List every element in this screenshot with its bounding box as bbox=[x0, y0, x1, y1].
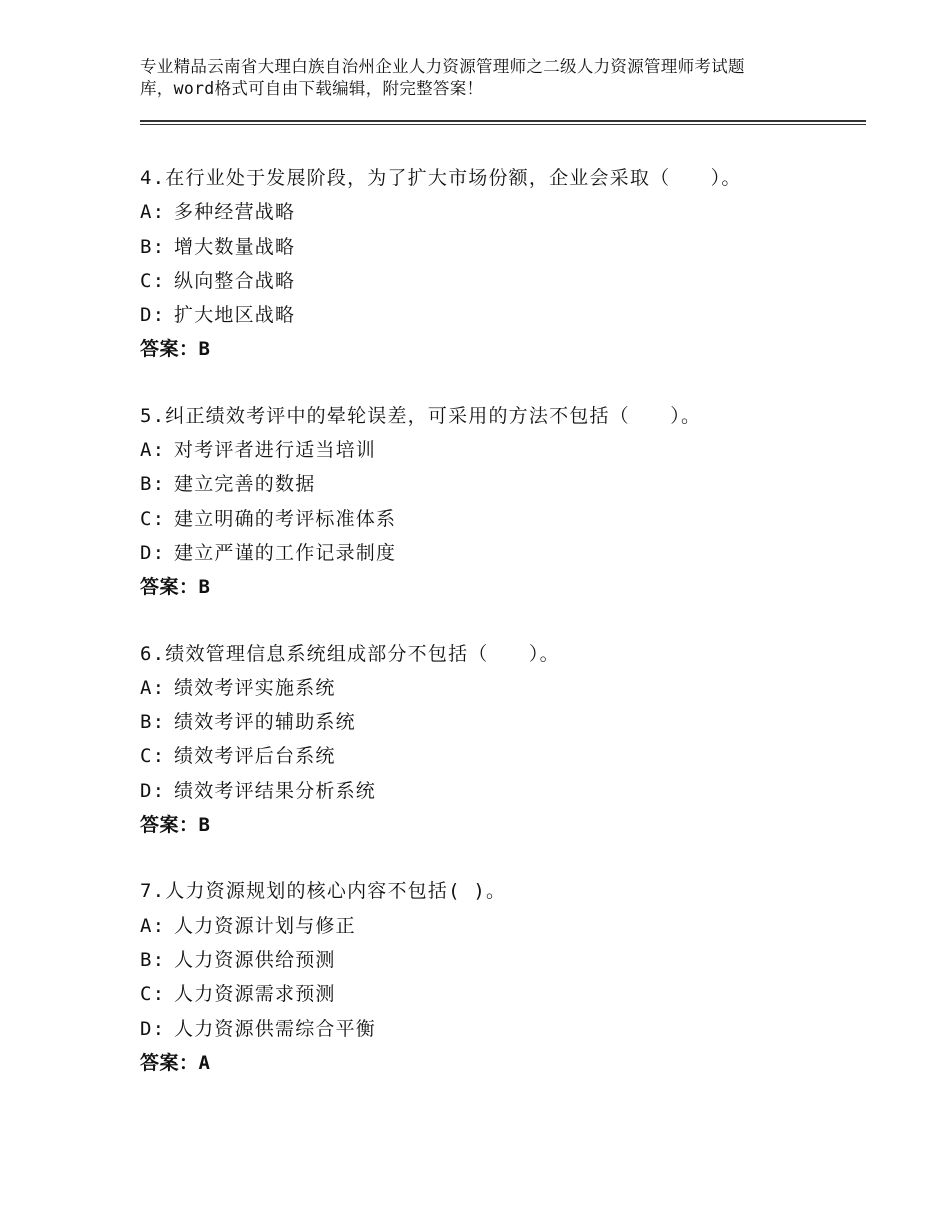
option-c bbox=[140, 502, 866, 536]
option-text: 人力资源需求预测 bbox=[174, 983, 336, 1006]
option-c bbox=[140, 264, 866, 298]
option-letter: C: bbox=[140, 983, 166, 1006]
option-text: 对考评者进行适当培训 bbox=[174, 439, 377, 462]
question-7 bbox=[140, 874, 866, 1080]
header-divider bbox=[140, 120, 866, 125]
option-d bbox=[140, 1012, 866, 1046]
question-stem: 4.在行业处于发展阶段，为了扩大市场份额，企业会采取（ ）。 bbox=[140, 167, 742, 189]
option-b bbox=[140, 705, 866, 739]
option-letter: C: bbox=[140, 507, 166, 530]
question-stem: 6.绩效管理信息系统组成部分不包括（ ）。 bbox=[140, 642, 560, 665]
option-text: 绩效考评结果分析系统 bbox=[174, 779, 377, 802]
question-5 bbox=[140, 399, 866, 605]
option-c bbox=[140, 739, 866, 773]
option-letter: A: bbox=[140, 914, 166, 937]
option-text: 多种经营战略 bbox=[174, 201, 296, 224]
option-b bbox=[140, 943, 866, 977]
option-b bbox=[140, 467, 866, 501]
option-text: 绩效考评后台系统 bbox=[174, 745, 336, 768]
option-text: 建立明确的考评标准体系 bbox=[174, 507, 397, 530]
option-text: 增大数量战略 bbox=[174, 235, 296, 258]
answer-label: 答案：B bbox=[140, 338, 211, 361]
option-letter: D: bbox=[140, 304, 166, 327]
option-text: 建立严谨的工作记录制度 bbox=[174, 541, 397, 564]
option-a bbox=[140, 433, 866, 467]
option-letter: C: bbox=[140, 269, 166, 292]
answer-label: 答案：B bbox=[140, 814, 211, 837]
option-text: 人力资源供给预测 bbox=[174, 948, 336, 971]
option-c bbox=[140, 977, 866, 1011]
option-letter: A: bbox=[140, 676, 166, 699]
option-letter: C: bbox=[140, 745, 166, 768]
option-d bbox=[140, 298, 866, 332]
answer-label: 答案：B bbox=[140, 576, 211, 599]
option-text: 建立完善的数据 bbox=[174, 473, 316, 496]
option-letter: B: bbox=[140, 473, 166, 496]
option-text: 扩大地区战略 bbox=[174, 304, 296, 327]
question-stem: 5.纠正绩效考评中的晕轮误差，可采用的方法不包括（ ）。 bbox=[140, 404, 702, 427]
option-b bbox=[140, 230, 866, 264]
question-6 bbox=[140, 637, 866, 843]
option-d bbox=[140, 774, 866, 808]
option-letter: A: bbox=[140, 201, 166, 224]
option-d bbox=[140, 536, 866, 570]
option-letter: B: bbox=[140, 711, 166, 734]
question-4 bbox=[140, 161, 866, 367]
option-a bbox=[140, 909, 866, 943]
question-stem: 7.人力资源规划的核心内容不包括( )。 bbox=[140, 880, 507, 903]
option-text: 纵向整合战略 bbox=[174, 269, 296, 292]
option-letter: B: bbox=[140, 235, 166, 258]
header-title-line-2: 库，word格式可自由下载编辑，附完整答案！ bbox=[140, 79, 484, 98]
option-text: 人力资源计划与修正 bbox=[174, 914, 356, 937]
option-text: 人力资源供需综合平衡 bbox=[174, 1017, 377, 1040]
option-text: 绩效考评的辅助系统 bbox=[174, 711, 356, 734]
question-list bbox=[140, 161, 866, 1112]
option-letter: A: bbox=[140, 439, 166, 462]
option-a bbox=[140, 671, 866, 705]
option-letter: D: bbox=[140, 541, 166, 564]
option-letter: D: bbox=[140, 779, 166, 802]
answer-label: 答案：A bbox=[140, 1051, 211, 1074]
document-header bbox=[140, 56, 840, 100]
option-letter: B: bbox=[140, 948, 166, 971]
header-title-line-1: 专业精品云南省大理白族自治州企业人力资源管理师之二级人力资源管理师考试题 bbox=[140, 57, 745, 76]
option-text: 绩效考评实施系统 bbox=[174, 676, 336, 699]
option-a bbox=[140, 195, 866, 229]
option-letter: D: bbox=[140, 1017, 166, 1040]
